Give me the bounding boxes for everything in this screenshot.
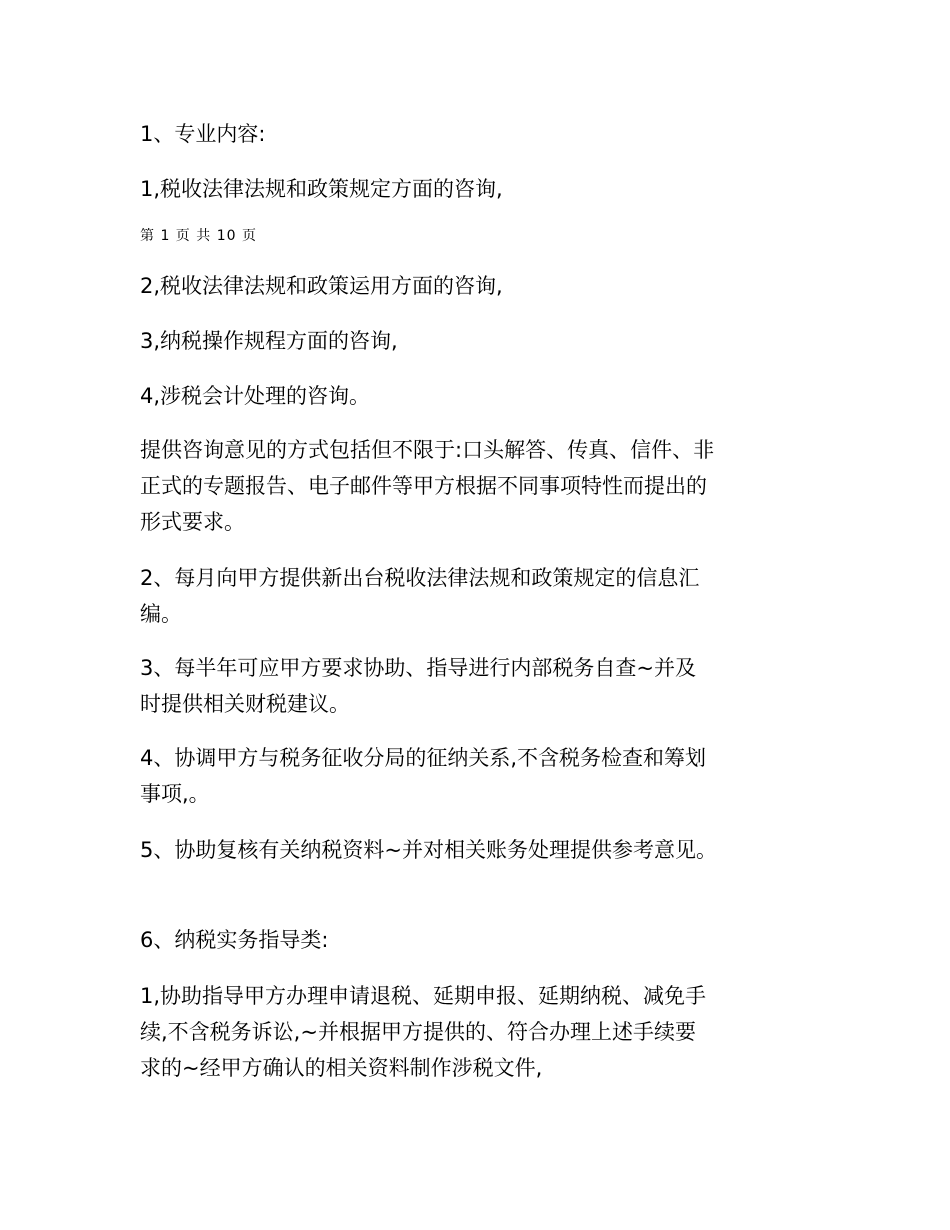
section-5-line-1: 5、协助复核有关纳税资料~并对相关账务处理提供参考意见。 [140,838,717,862]
section-2-line-2: 编。 [140,602,182,626]
item-6-1-line-1: 1,协助指导甲方办理申请退税、延期申报、延期纳税、减免手 [140,984,707,1008]
section-3-line-1: 3、每半年可应甲方要求协助、指导进行内部税务自查~并及 [140,656,696,680]
item-6-1-line-2: 续,不含税务诉讼,~并根据甲方提供的、符合办理上述手续要 [140,1020,696,1044]
paragraph-consult-line-2: 正式的专题报告、电子邮件等甲方根据不同事项特性而提出的 [140,474,707,498]
item-1-3: 3,纳税操作规程方面的咨询, [140,329,398,353]
page-footer: 第 1 页 共 10 页 [140,228,257,244]
section-1-heading: 1、专业内容: [140,122,266,146]
section-4-line-1: 4、协调甲方与税务征收分局的征纳关系,不含税务检查和筹划 [140,746,707,770]
paragraph-consult-line-3: 形式要求。 [140,510,245,534]
section-2-line-1: 2、每月向甲方提供新出台税收法律法规和政策规定的信息汇 [140,566,700,590]
item-1-4: 4,涉税会计处理的咨询。 [140,384,371,408]
section-6-heading: 6、纳税实务指导类: [140,928,329,952]
section-3-line-2: 时提供相关财税建议。 [140,692,350,716]
item-1-1: 1,税收法律法规和政策规定方面的咨询, [140,177,503,201]
item-1-2: 2,税收法律法规和政策运用方面的咨询, [140,274,503,298]
section-4-line-2: 事项,。 [140,782,210,806]
paragraph-consult-line-1: 提供咨询意见的方式包括但不限于:口头解答、传真、信件、非 [140,438,715,462]
item-6-1-line-3: 求的~经甲方确认的相关资料制作涉税文件, [140,1056,543,1080]
